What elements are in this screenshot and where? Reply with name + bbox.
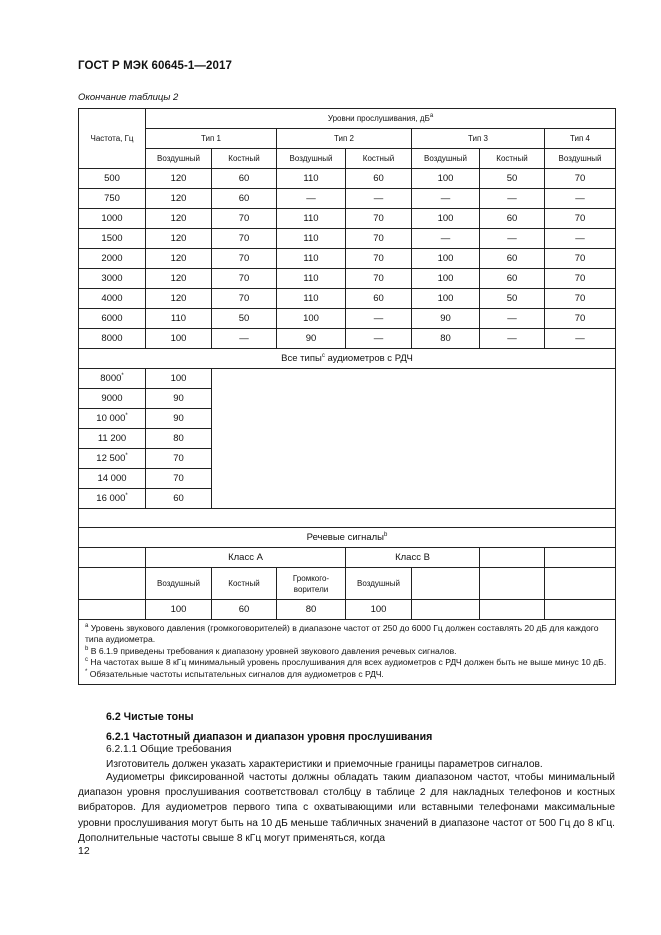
note-star: * Обязательные частоты испытательных сигналов для аудиометров с РДЧ. xyxy=(85,668,384,679)
section-6-2-title: 6.2 Чистые тоны xyxy=(106,711,194,723)
level-cell: 120 xyxy=(146,269,212,289)
level-cell: — xyxy=(346,329,412,349)
type4-header: Тип 4 xyxy=(545,129,616,149)
level-cell: 100 xyxy=(412,209,480,229)
frequency-cell: 750 xyxy=(79,189,146,209)
level-cell: 120 xyxy=(146,209,212,229)
speech-empty-cell xyxy=(545,568,616,600)
level-cell: 60 xyxy=(212,189,277,209)
ehf-level-cell: 60 xyxy=(146,489,212,509)
level-cell: 60 xyxy=(480,269,545,289)
frequency-cell: 6000 xyxy=(79,309,146,329)
level-cell: 70 xyxy=(346,269,412,289)
frequency-cell: 2000 xyxy=(79,249,146,269)
level-cell: 60 xyxy=(480,249,545,269)
level-cell: 120 xyxy=(146,189,212,209)
frequency-cell: 1500 xyxy=(79,229,146,249)
ehf-level-cell: 70 xyxy=(146,469,212,489)
type1-header: Тип 1 xyxy=(146,129,277,149)
type2-header: Тип 2 xyxy=(277,129,412,149)
ehf-level-cell: 80 xyxy=(146,429,212,449)
level-cell: 70 xyxy=(212,209,277,229)
level-cell: 70 xyxy=(346,229,412,249)
level-cell: 70 xyxy=(212,249,277,269)
speech-empty-cell xyxy=(79,600,146,620)
speech-empty-cell xyxy=(545,548,616,568)
ehf-level-cell: 100 xyxy=(146,369,212,389)
level-cell: 70 xyxy=(346,209,412,229)
table-row xyxy=(79,169,616,189)
level-cell: — xyxy=(412,229,480,249)
level-cell: 120 xyxy=(146,289,212,309)
speech-empty-cell xyxy=(480,568,545,600)
speech-value: 100 xyxy=(146,600,212,620)
level-cell: 70 xyxy=(212,229,277,249)
speech-empty-cell xyxy=(79,548,146,568)
level-cell: — xyxy=(545,189,616,209)
level-cell: 100 xyxy=(412,269,480,289)
level-cell: 100 xyxy=(412,289,480,309)
freq-header: Частота, Гц xyxy=(79,109,146,169)
speech-empty-cell xyxy=(545,600,616,620)
speech-title: Речевые сигналы$^b$ xyxy=(79,528,616,548)
level-cell: 100 xyxy=(277,309,346,329)
ehf-frequency-cell: 16 000* xyxy=(79,489,146,509)
level-cell: 110 xyxy=(146,309,212,329)
level-cell: 120 xyxy=(146,229,212,249)
section-6-2-1-title: 6.2.1 Частотный диапазон и диапазон уровня прослушивания xyxy=(106,731,433,743)
document-id: ГОСТ Р МЭК 60645-1—2017 xyxy=(78,60,232,72)
level-cell: 80 xyxy=(412,329,480,349)
ehf-empty-area xyxy=(212,369,616,509)
level-cell: 70 xyxy=(212,269,277,289)
level-cell: 110 xyxy=(277,269,346,289)
paragraph-1: Изготовитель должен указать характеристики и приемочные границы параметров сигналов. xyxy=(106,759,543,770)
level-cell: 70 xyxy=(346,249,412,269)
speech-empty-cell xyxy=(480,548,545,568)
level-cell: 90 xyxy=(412,309,480,329)
speech-value: 60 xyxy=(212,600,277,620)
air-header: Воздушный xyxy=(412,149,480,169)
level-cell: 100 xyxy=(412,249,480,269)
level-cell: 60 xyxy=(212,169,277,189)
bone-header: Костный xyxy=(480,149,545,169)
level-cell: — xyxy=(545,229,616,249)
ehf-title: Все типы$^c$ аудиометров с РДЧ xyxy=(79,349,616,369)
frequency-cell: 1000 xyxy=(79,209,146,229)
table-row xyxy=(79,309,616,329)
page-number: 12 xyxy=(78,845,90,857)
level-cell: 120 xyxy=(146,169,212,189)
speech-col-air: Воздушный xyxy=(146,568,212,600)
table-row xyxy=(79,229,616,249)
ehf-level-cell: 90 xyxy=(146,389,212,409)
table-notes xyxy=(79,620,616,685)
level-cell: 70 xyxy=(545,289,616,309)
level-cell: 70 xyxy=(212,289,277,309)
table-row xyxy=(79,209,616,229)
level-cell: 50 xyxy=(480,289,545,309)
table-row xyxy=(79,189,616,209)
note-a: $^a$ Уровень звукового давления (громкоговорителей) в диапазоне частот от 250 до 6000 Гц должен составлять 20 дБ для каждого типа аудиометра. xyxy=(85,623,599,645)
ehf-level-cell: 90 xyxy=(146,409,212,429)
class-b-header: Класс В xyxy=(346,548,480,568)
ehf-frequency-cell: 12 500* xyxy=(79,449,146,469)
level-cell: 90 xyxy=(277,329,346,349)
level-cell: 50 xyxy=(212,309,277,329)
table-row xyxy=(79,269,616,289)
frequency-cell: 3000 xyxy=(79,269,146,289)
level-cell: 110 xyxy=(277,229,346,249)
ehf-frequency-cell: 10 000* xyxy=(79,409,146,429)
spacer-row xyxy=(79,509,616,528)
class-a-header: Класс А xyxy=(146,548,346,568)
level-cell: 110 xyxy=(277,249,346,269)
level-cell: 110 xyxy=(277,209,346,229)
ehf-frequency-cell: 14 000 xyxy=(79,469,146,489)
speech-value: 80 xyxy=(277,600,346,620)
level-cell: 70 xyxy=(545,269,616,289)
speech-empty-cell xyxy=(412,568,480,600)
ehf-level-cell: 70 xyxy=(146,449,212,469)
ehf-frequency-cell: 11 200 xyxy=(79,429,146,449)
speech-col-air-b: Воздушный xyxy=(346,568,412,600)
level-cell: 110 xyxy=(277,169,346,189)
frequency-cell: 500 xyxy=(79,169,146,189)
frequency-cell: 8000 xyxy=(79,329,146,349)
level-cell: 100 xyxy=(146,329,212,349)
air-header: Воздушный xyxy=(545,149,616,169)
level-cell: — xyxy=(346,189,412,209)
level-cell: 60 xyxy=(346,169,412,189)
ehf-frequency-cell: 9000 xyxy=(79,389,146,409)
ehf-frequency-cell: 8000* xyxy=(79,369,146,389)
level-cell: — xyxy=(346,309,412,329)
level-cell: 120 xyxy=(146,249,212,269)
level-cell: 70 xyxy=(545,249,616,269)
level-cell: — xyxy=(480,329,545,349)
bone-header: Костный xyxy=(212,149,277,169)
paragraph-2: Аудиометры фиксированной частоты должны обладать таким диапазоном частот, чтобы минимальный диапазон уровня прослушивания соответствовал столбцу в таблице 2 для накладных телефонов и костных вибраторов. Для аудиометров первого типа с охватывающими или вставными телефонами максимальные уровни прослушивания могут быть на 10 дБ меньше табличных значений в диапазоне частот от 500 Гц до 8 кГц. Дополнительные частоты свыше 8 кГц могут применяться, когда xyxy=(78,772,615,844)
table-row xyxy=(79,249,616,269)
ehf-row xyxy=(79,369,616,389)
table-caption: Окончание таблицы 2 xyxy=(78,92,179,103)
level-cell: 70 xyxy=(545,309,616,329)
air-header: Воздушный xyxy=(146,149,212,169)
air-header: Воздушный xyxy=(277,149,346,169)
table-row xyxy=(79,289,616,309)
level-cell: — xyxy=(545,329,616,349)
level-cell: 50 xyxy=(480,169,545,189)
speech-value: 100 xyxy=(346,600,412,620)
level-cell: 70 xyxy=(545,169,616,189)
level-cell: 60 xyxy=(480,209,545,229)
levels-header: Уровни прослушивания, $дБ^a$ xyxy=(146,109,616,129)
level-cell: — xyxy=(412,189,480,209)
level-cell: 70 xyxy=(545,209,616,229)
speech-empty-cell xyxy=(79,568,146,600)
section-6-2-1-1-title: 6.2.1.1 Общие требования xyxy=(106,744,232,755)
level-cell: — xyxy=(212,329,277,349)
level-cell: 110 xyxy=(277,289,346,309)
level-cell: — xyxy=(480,189,545,209)
type3-header: Тип 3 xyxy=(412,129,545,149)
speech-empty-cell xyxy=(412,600,480,620)
frequency-cell: 4000 xyxy=(79,289,146,309)
level-cell: — xyxy=(480,229,545,249)
level-cell: — xyxy=(277,189,346,209)
level-cell: 60 xyxy=(346,289,412,309)
levels-table xyxy=(78,108,616,685)
speech-empty-cell xyxy=(480,600,545,620)
level-cell: — xyxy=(480,309,545,329)
note-b: $^b$ В 6.1.9 приведены требования к диапазону уровней звукового давления речевых сигналов. xyxy=(85,645,457,656)
level-cell: 100 xyxy=(412,169,480,189)
table-row xyxy=(79,329,616,349)
speech-col-bone: Костный xyxy=(212,568,277,600)
speech-col-speakers: Громкого- ворители xyxy=(277,568,346,600)
bone-header: Костный xyxy=(346,149,412,169)
note-c: $^c$ На частотах выше 8 кГц минимальный уровень прослушивания для всех аудиометров с РДЧ должен быть не выше минус 10 дБ. xyxy=(85,657,607,668)
